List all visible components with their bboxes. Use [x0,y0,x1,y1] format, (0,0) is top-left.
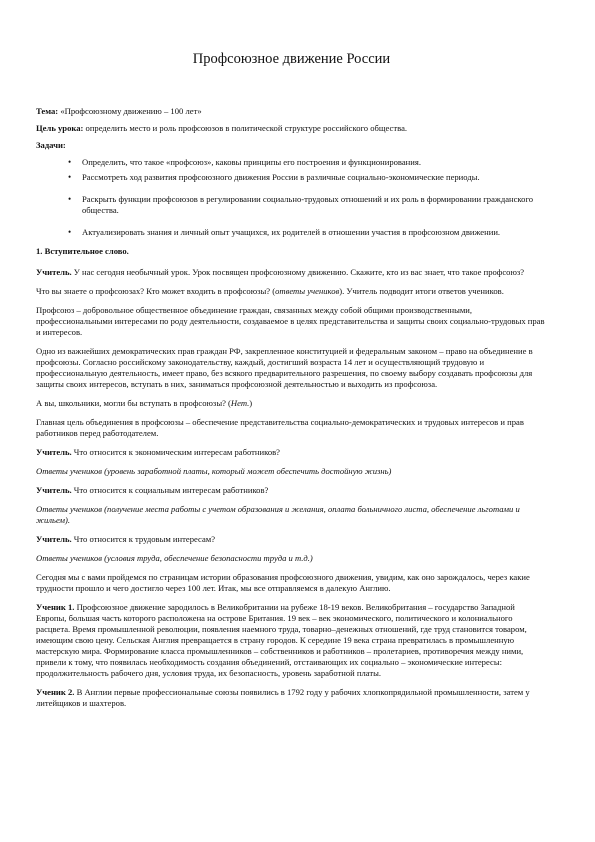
speaker-label: Учитель. [36,534,72,544]
page-title: Профсоюзное движение России [192,51,391,67]
goal-label: Цель урока: [36,123,84,133]
paragraph-students-question: А вы, школьники, могли бы вступать в профсоюзы? (Нет.) [36,398,253,408]
tasks-heading [36,140,547,151]
student-answer-labor: Ответы учеников (условия труда, обеспечение безопасности труда и т.д.) [36,553,313,563]
paragraph-rights: Одно из важнейших демократических прав граждан РФ, закрепленное конституцией и федеральным законом – право на объединение в профсоюзы. Согласно российскому законодательству, каждый, достигший возраста 14 лет и осуществляющий трудовую и профессиональную деятельность, имеет право, без всякого предварительного разрешения, по своему выбору создавать профсоюзы для защиты своих интересов, вступать в них, заниматься профсоюзной деятельностью и выходить из профсоюза. [36,346,533,389]
goal-line [36,123,547,134]
paragraph-main-goal: Главная цель объединения в профсоюзы – обеспечение представительства социально-демократических и трудовых интересов и прав работников перед работодателем. [36,417,524,438]
student-2-paragraph: Ученик 2. В Англии первые профессиональные союзы появились в 1792 году у рабочих хлопкопрядильной промышленности, затем у литейщиков и шахтеров. [36,687,530,708]
section-heading: 1. Вступительное слово. [36,246,129,256]
speaker-label: Учитель. [36,267,72,277]
task-item: • Раскрыть функции профсоюзов в регулировании социально-трудовых отношений и их роль в формировании гражданского общества. [82,194,547,216]
teacher-question-social: Учитель. Что относится к социальным интересам работников? [36,485,269,495]
task-item: • Рассмотреть ход развития профсоюзного движения России в различные социально-экономические периоды. [82,172,547,183]
teacher-question-labor: Учитель. Что относится к трудовым интересам? [36,534,216,544]
goal-text: определить место и роль профсоюзов в политической структуре российского общества. [83,123,408,133]
tasks-label: Задачи: [36,140,66,150]
speaker-label: Учитель. [36,447,72,457]
tasks-list [36,157,547,238]
speaker-label: Ученик 2. [36,687,75,697]
topic-label: Тема: [36,106,59,116]
student-1-paragraph: Ученик 1. Профсоюзное движение зародилось в Великобритании на рубеже 18-19 веков. Великобритания – государство Западной Европы, большая часть которого расположена на острове Британия. 19 век – век экономического, политического и колониального расцвета. Время промышленной революции, появления наемного труда, товарно–денежных отношений, где труд становится товаром, имеющим свою цену. Сельская Англия превращается в страну городов. К середине 19 века страна превратилась в промышленную мастерскую мира. Формирование класса промышленников – собственников и работников – пролетариев, противоречия между ними, привели к тому, что появилась необходимость создания объединений, отстаивающих их социально – экономические интересы: продолжительность рабочего дня, условия труда, их безопасность, уровень заработной платы. [36,602,527,678]
paragraph-question: Что вы знаете о профсоюзах? Кто может входить в профсоюзы? (ответы учеников). Учитель подводит итоги ответов учеников. [36,286,504,296]
speaker-label: Ученик 1. [36,602,75,612]
topic-line [36,106,547,117]
student-answer-social: Ответы учеников (получение места работы с учетом образования и желания, оплата больничного листа, обеспечение льготами и жильем). [36,504,520,525]
student-answer-economic: Ответы учеников (уровень заработной платы, который может обеспечить достойную жизнь) [36,466,392,476]
paragraph-teacher-intro: Учитель. У нас сегодня необычный урок. Урок посвящен профсоюзному движению. Скажите, кто из вас знает, что такое профсоюз? [36,267,525,277]
task-item: • Актуализировать знания и личный опыт учащихся, их родителей в отношении участия в профсоюзном движении. [82,227,547,238]
topic-text: «Профсоюзному движению – 100 лет» [58,106,202,116]
speaker-label: Учитель. [36,485,72,495]
task-item: • Определить, что такое «профсоюз», каковы принципы его построения и функционирования. [82,157,547,168]
paragraph-definition: Профсоюз – добровольное общественное объединение граждан, связанных между собой общими производственными, профессиональными интересами по роду деятельности, создаваемое в целях представительства и защиты своих социально-трудовых прав и интересов. [36,305,545,337]
paragraph-history-intro: Сегодня мы с вами пройдемся по страницам истории образования профсоюзного движения, увидим, как оно зарождалось, через какие трудности прошло и чего достигло через 100 лет. Итак, мы все отправляемся в далекую Англию. [36,572,530,593]
teacher-question-economic: Учитель. Что относится к экономическим интересам работников? [36,447,280,457]
